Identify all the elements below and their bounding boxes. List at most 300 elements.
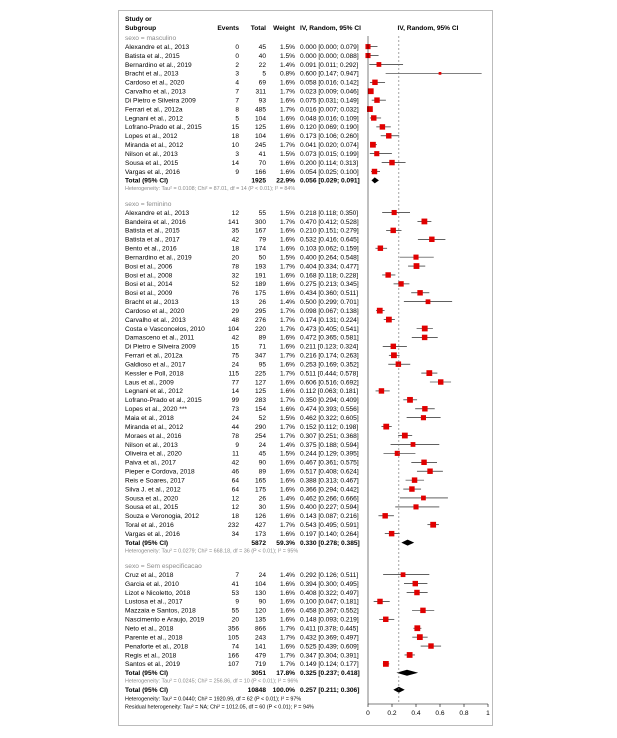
effect-marker <box>374 151 379 156</box>
study-total: 71 <box>258 343 266 351</box>
study-ci: 0.143 [0.087; 0.216] <box>300 513 359 521</box>
study-name: Carvalho et al., 2013 <box>125 316 186 324</box>
study-weight: 1.6% <box>279 361 295 369</box>
study-ci: 0.404 [0.334; 0.477] <box>300 263 359 271</box>
effect-marker <box>374 97 379 102</box>
study-ci: 0.210 [0.151; 0.279] <box>300 227 359 235</box>
study-weight: 1.6% <box>279 281 295 289</box>
effect-marker <box>370 142 376 148</box>
study-weight: 1.6% <box>279 477 295 485</box>
study-total: 70 <box>258 159 266 167</box>
study-ci: 0.432 [0.369; 0.497] <box>300 634 359 642</box>
study-ci: 0.000 [0.000; 0.088] <box>300 52 359 60</box>
study-events: 48 <box>231 316 239 324</box>
subgroup-total-ci: 0.056 [0.029; 0.091] <box>300 177 360 185</box>
study-name: Pieper e Cordova, 2018 <box>125 468 195 476</box>
study-name: Neto et al., 2018 <box>125 625 174 633</box>
study-total: 104 <box>254 115 266 123</box>
study-ci: 0.600 [0.147; 0.947] <box>300 70 359 78</box>
study-weight: 1.5% <box>279 150 295 158</box>
x-tick-label: 0.6 <box>435 710 445 717</box>
study-events: 29 <box>231 307 239 315</box>
study-name: Lizot e Nicoletto, 2018 <box>125 589 191 597</box>
study-weight: 1.6% <box>279 115 295 123</box>
study-total: 166 <box>254 168 266 176</box>
study-events: 20 <box>231 254 239 262</box>
study-name: Bandeira et al., 2016 <box>125 218 186 226</box>
effect-marker <box>422 219 428 225</box>
study-ci: 0.016 [0.007; 0.032] <box>300 106 359 114</box>
subgroup-total-label: Total (95% CI) <box>125 539 169 547</box>
study-ci: 0.474 [0.393; 0.556] <box>300 406 359 414</box>
study-total: 45 <box>258 43 266 51</box>
effect-marker <box>372 80 377 85</box>
study-total: 95 <box>258 361 266 369</box>
study-weight: 1.4% <box>279 441 295 449</box>
effect-marker <box>420 608 425 613</box>
study-events: 14 <box>231 388 239 396</box>
study-weight: 1.6% <box>279 607 295 615</box>
study-name: Lopes et al., 2012 <box>125 133 178 141</box>
study-events: 53 <box>231 589 239 597</box>
study-name: Legnani et al., 2012 <box>125 388 183 396</box>
subgroup-label: sexo = feminino <box>125 200 172 208</box>
study-ci: 0.197 [0.140; 0.264] <box>300 530 359 538</box>
study-weight: 1.5% <box>279 209 295 217</box>
study-total: 90 <box>258 459 266 467</box>
subgroup-diamond <box>371 177 378 183</box>
study-events: 20 <box>231 616 239 624</box>
study-name: Mazzaia e Santos, 2018 <box>125 607 196 615</box>
study-events: 13 <box>231 299 239 307</box>
study-ci: 0.168 [0.118; 0.228] <box>300 272 359 280</box>
effect-marker <box>386 133 391 138</box>
study-total: 225 <box>254 370 266 378</box>
effect-marker <box>414 263 420 269</box>
study-events: 99 <box>231 397 239 405</box>
study-ci: 0.400 [0.264; 0.548] <box>300 254 359 262</box>
study-name: Batista et al., 2015 <box>125 52 180 60</box>
effect-marker <box>401 572 406 577</box>
effect-marker <box>377 62 382 67</box>
effect-marker <box>389 531 394 536</box>
study-name: Damasceno et al., 2011 <box>125 334 195 342</box>
study-name: Bosi et al., 2008 <box>125 272 173 280</box>
study-name: Lopes et al., 2020 *** <box>125 406 187 414</box>
effect-marker <box>391 344 396 349</box>
study-total: 126 <box>254 513 266 521</box>
study-total: 175 <box>254 290 266 298</box>
study-weight: 1.6% <box>279 290 295 298</box>
effect-marker <box>422 335 427 340</box>
effect-marker <box>417 634 423 640</box>
study-events: 115 <box>228 370 239 378</box>
study-total: 243 <box>254 634 266 642</box>
study-weight: 1.6% <box>279 133 295 141</box>
study-total: 276 <box>254 316 266 324</box>
study-name: Carvalho et al., 2013 <box>125 88 186 96</box>
study-ci: 0.470 [0.412; 0.528] <box>300 218 359 226</box>
study-total: 40 <box>258 52 266 60</box>
study-events: 7 <box>235 571 239 579</box>
study-total: 175 <box>254 486 266 494</box>
subgroup-total-weight: 17.8% <box>276 670 295 678</box>
study-weight: 1.7% <box>279 325 295 333</box>
study-ci: 0.149 [0.124; 0.177] <box>300 661 359 669</box>
study-ci: 0.388 [0.313; 0.467] <box>300 477 359 485</box>
header-plot-effect: IV, Random, 95% CI <box>397 25 459 32</box>
study-weight: 0.8% <box>279 70 295 78</box>
study-weight: 1.7% <box>279 652 295 660</box>
study-name: Bracht et al., 2013 <box>125 299 179 307</box>
subgroup-heterogeneity: Heterogeneity: Tau² = 0.0245; Chi² = 256.86, df = 10 (P < 0.01); I² = 96% <box>125 678 299 685</box>
study-weight: 1.6% <box>279 379 295 387</box>
effect-marker <box>392 210 397 215</box>
study-name: Cardoso et al., 2020 <box>125 79 185 87</box>
study-weight: 1.6% <box>279 468 295 476</box>
study-name: Maia et al., 2018 <box>125 414 174 422</box>
study-name: Cruz et al., 2018 <box>125 571 174 579</box>
study-weight: 1.6% <box>279 334 295 342</box>
study-total: 90 <box>258 598 266 606</box>
study-total: 283 <box>254 397 266 405</box>
effect-marker <box>421 496 426 501</box>
study-events: 166 <box>227 652 239 660</box>
study-ci: 0.462 [0.266; 0.666] <box>300 495 359 503</box>
study-ci: 0.408 [0.322; 0.497] <box>300 589 359 597</box>
effect-marker <box>396 361 401 366</box>
study-ci: 0.511 [0.444; 0.578] <box>300 370 359 378</box>
subgroup-total-label: Total (95% CI) <box>125 177 169 185</box>
study-ci: 0.366 [0.294; 0.442] <box>300 486 359 494</box>
study-total: 347 <box>254 352 266 360</box>
study-weight: 1.5% <box>279 414 295 422</box>
study-name: Santos et al., 2019 <box>125 661 180 669</box>
study-events: 75 <box>231 352 239 360</box>
subgroup-total-n: 5872 <box>251 539 266 547</box>
study-events: 0 <box>235 43 239 51</box>
study-events: 5 <box>235 115 239 123</box>
study-name: Garcia et al., 2010 <box>125 580 179 588</box>
study-weight: 1.5% <box>279 254 295 262</box>
study-name: Bernardino et al., 2019 <box>125 61 192 69</box>
effect-marker <box>438 379 443 384</box>
overall-heterogeneity: Heterogeneity: Tau² = 0.0440; Chi² = 1920.99, df = 62 (P < 0.01); I² = 97% <box>125 696 302 703</box>
study-weight: 1.7% <box>279 423 295 431</box>
study-weight: 1.7% <box>279 370 295 378</box>
study-events: 77 <box>231 379 239 387</box>
study-weight: 1.4% <box>279 299 295 307</box>
study-weight: 1.5% <box>279 450 295 458</box>
study-name: Batista et al., 2015 <box>125 227 180 235</box>
study-ci: 0.075 [0.031; 0.149] <box>300 97 359 105</box>
study-weight: 1.6% <box>279 343 295 351</box>
effect-marker <box>390 228 395 233</box>
effect-marker <box>379 388 384 393</box>
study-name: Nilson et al., 2013 <box>125 441 178 449</box>
study-ci: 0.218 [0.118; 0.350] <box>300 209 359 217</box>
effect-marker <box>385 272 390 277</box>
study-total: 26 <box>258 495 266 503</box>
study-weight: 1.6% <box>279 97 295 105</box>
study-weight: 1.7% <box>279 307 295 315</box>
study-name: Ferrari et al., 2012a <box>125 106 183 114</box>
study-ci: 0.462 [0.322; 0.605] <box>300 414 359 422</box>
study-name: Parente et al., 2018 <box>125 634 183 642</box>
x-tick-label: 0 <box>366 710 370 717</box>
study-ci: 0.525 [0.439; 0.609] <box>300 643 359 651</box>
study-name: Nascimento e Araujo, 2019 <box>125 616 205 624</box>
subgroup-total-n: 1925 <box>251 177 266 185</box>
study-weight: 1.7% <box>279 218 295 226</box>
study-events: 18 <box>231 513 239 521</box>
study-total: 52 <box>258 414 266 422</box>
study-total: 24 <box>258 441 266 449</box>
study-ci: 0.173 [0.106; 0.260] <box>300 133 359 141</box>
study-ci: 0.000 [0.000; 0.079] <box>300 43 359 51</box>
study-name: Bosi et al., 2009 <box>125 290 173 298</box>
study-ci: 0.375 [0.188; 0.594] <box>300 441 359 449</box>
study-ci: 0.467 [0.361; 0.575] <box>300 459 359 467</box>
study-ci: 0.606 [0.516; 0.692] <box>300 379 359 387</box>
study-weight: 1.6% <box>279 236 295 244</box>
study-name: Regis et al., 2018 <box>125 652 177 660</box>
effect-marker <box>421 460 426 465</box>
study-ci: 0.275 [0.213; 0.345] <box>300 281 359 289</box>
study-total: 427 <box>254 522 266 530</box>
study-ci: 0.350 [0.294; 0.409] <box>300 397 359 405</box>
study-name: Silva J. et al., 2012 <box>125 486 181 494</box>
subgroup-diamond <box>401 540 414 546</box>
study-total: 104 <box>254 580 266 588</box>
study-events: 24 <box>231 414 239 422</box>
study-events: 9 <box>235 598 239 606</box>
effect-marker <box>414 625 420 631</box>
study-ci: 0.058 [0.016; 0.142] <box>300 79 359 87</box>
study-weight: 1.6% <box>279 589 295 597</box>
study-weight: 1.6% <box>279 580 295 588</box>
subgroup-total-n: 3051 <box>251 670 266 678</box>
study-total: 69 <box>258 79 266 87</box>
effect-marker <box>377 599 382 604</box>
effect-marker <box>412 477 417 482</box>
study-weight: 1.7% <box>279 634 295 642</box>
study-total: 45 <box>258 450 266 458</box>
study-weight: 1.6% <box>279 79 295 87</box>
study-weight: 1.4% <box>279 495 295 503</box>
study-total: 220 <box>254 325 266 333</box>
study-name: Bosi et al., 2014 <box>125 281 173 289</box>
study-ci: 0.120 [0.069; 0.190] <box>300 124 359 132</box>
study-events: 32 <box>231 272 239 280</box>
study-ci: 0.098 [0.067; 0.138] <box>300 307 359 315</box>
study-total: 311 <box>255 88 266 96</box>
study-total: 154 <box>254 406 266 414</box>
study-events: 46 <box>231 468 239 476</box>
study-weight: 1.7% <box>279 397 295 405</box>
study-ci: 0.400 [0.227; 0.594] <box>300 504 359 512</box>
study-total: 141 <box>254 643 266 651</box>
study-ci: 0.532 [0.416; 0.645] <box>300 236 359 244</box>
effect-marker <box>383 661 389 667</box>
study-weight: 1.5% <box>279 52 295 60</box>
study-events: 356 <box>227 625 239 633</box>
study-events: 35 <box>231 227 239 235</box>
subgroup-total-ci: 0.330 [0.278; 0.385] <box>300 539 360 547</box>
study-weight: 1.6% <box>279 272 295 280</box>
study-ci: 0.500 [0.299; 0.701] <box>300 299 359 307</box>
study-events: 18 <box>231 245 239 253</box>
header-weight: Weight <box>273 25 295 32</box>
effect-marker <box>426 370 432 376</box>
study-events: 3 <box>235 70 239 78</box>
study-ci: 0.411 [0.378; 0.445] <box>300 625 359 633</box>
study-total: 5 <box>262 70 266 78</box>
study-total: 125 <box>254 124 266 132</box>
study-events: 74 <box>231 643 239 651</box>
study-events: 11 <box>232 450 239 458</box>
study-total: 189 <box>254 281 266 289</box>
subgroup-total-weight: 59.3% <box>276 539 295 547</box>
study-events: 10 <box>231 142 239 150</box>
study-weight: 1.6% <box>279 124 295 132</box>
study-total: 300 <box>254 218 266 226</box>
study-name: Di Pietro e Silveira 2009 <box>125 343 196 351</box>
study-total: 479 <box>254 652 266 660</box>
study-events: 9 <box>235 168 239 176</box>
header-effect: IV, Random, 95% CI <box>300 25 361 32</box>
study-total: 290 <box>254 423 266 431</box>
study-weight: 1.7% <box>279 352 295 360</box>
study-ci: 0.543 [0.495; 0.591] <box>300 522 359 530</box>
header-events: Events <box>217 25 239 32</box>
subgroup-total-label: Total (95% CI) <box>125 670 169 678</box>
study-weight: 1.7% <box>279 661 295 669</box>
x-tick-label: 0.2 <box>387 710 397 717</box>
study-ci: 0.211 [0.123; 0.324] <box>300 343 359 351</box>
effect-marker <box>407 652 413 658</box>
study-ci: 0.073 [0.015; 0.199] <box>300 150 359 158</box>
x-tick-label: 0.8 <box>459 710 469 717</box>
effect-marker <box>380 124 385 129</box>
study-weight: 1.6% <box>279 486 295 494</box>
study-total: 295 <box>254 307 266 315</box>
study-weight: 1.7% <box>279 106 295 114</box>
overall-total-weight: 100.0% <box>272 687 295 694</box>
header-study: Study or <box>125 16 152 23</box>
effect-marker <box>421 415 426 420</box>
study-events: 18 <box>231 133 239 141</box>
study-ci: 0.347 [0.304; 0.391] <box>300 652 359 660</box>
study-total: 30 <box>258 504 266 512</box>
study-events: 4 <box>235 79 239 87</box>
study-total: 254 <box>254 432 266 440</box>
study-events: 78 <box>231 432 239 440</box>
study-ci: 0.112 [0.063; 0.181] <box>300 388 359 396</box>
study-events: 55 <box>231 607 239 615</box>
study-total: 165 <box>254 477 266 485</box>
study-name: Paiva et al., 2017 <box>125 459 176 467</box>
study-events: 12 <box>231 209 239 217</box>
study-ci: 0.152 [0.112; 0.198] <box>300 423 359 431</box>
study-total: 167 <box>254 227 266 235</box>
study-weight: 1.6% <box>279 643 295 651</box>
study-weight: 1.6% <box>279 598 295 606</box>
study-total: 193 <box>254 263 266 271</box>
study-ci: 0.434 [0.360; 0.511] <box>300 290 359 298</box>
study-name: Lofrano-Prado et al., 2015 <box>125 124 202 132</box>
study-events: 42 <box>231 334 239 342</box>
overall-total-n: 10848 <box>247 687 266 694</box>
study-total: 26 <box>258 299 266 307</box>
study-events: 8 <box>235 106 239 114</box>
study-ci: 0.048 [0.016; 0.109] <box>300 115 359 123</box>
effect-marker <box>386 317 392 323</box>
study-total: 104 <box>254 133 266 141</box>
overall-total-ci: 0.257 [0.211; 0.306] <box>300 687 360 694</box>
study-events: 64 <box>231 477 239 485</box>
study-weight: 1.6% <box>279 245 295 253</box>
study-events: 104 <box>227 325 239 333</box>
study-events: 12 <box>231 495 239 503</box>
effect-marker <box>422 326 428 332</box>
x-tick-label: 0.4 <box>411 710 421 717</box>
study-name: Bento et al., 2016 <box>125 245 177 253</box>
subgroup-heterogeneity: Heterogeneity: Tau² = 0.0108; Chi² = 87.01, df = 14 (P < 0.01); I² = 84% <box>125 186 296 193</box>
effect-marker <box>417 290 422 295</box>
effect-marker <box>378 245 383 250</box>
study-weight: 1.7% <box>279 142 295 150</box>
study-ci: 0.148 [0.093; 0.219] <box>300 616 359 624</box>
study-events: 15 <box>231 124 239 132</box>
study-events: 12 <box>231 504 239 512</box>
study-ci: 0.091 [0.011; 0.292] <box>300 61 359 69</box>
overall-total-label: Total (95% CI) <box>125 687 169 694</box>
effect-marker <box>426 299 431 304</box>
study-name: Souza e Veronogia, 2012 <box>125 513 200 521</box>
study-events: 24 <box>231 361 239 369</box>
study-events: 0 <box>235 52 239 60</box>
study-total: 89 <box>258 468 266 476</box>
study-ci: 0.394 [0.300; 0.495] <box>300 580 359 588</box>
study-events: 3 <box>235 150 239 158</box>
study-total: 135 <box>254 616 266 624</box>
study-name: Bosi et al., 2006 <box>125 263 173 271</box>
study-ci: 0.216 [0.174; 0.263] <box>300 352 359 360</box>
effect-marker <box>402 433 408 439</box>
study-events: 78 <box>231 263 239 271</box>
study-weight: 1.6% <box>279 530 295 538</box>
effect-marker <box>428 643 433 648</box>
study-weight: 1.7% <box>279 522 295 530</box>
study-total: 22 <box>258 61 266 69</box>
study-name: Legnani et al., 2012 <box>125 115 183 123</box>
study-total: 93 <box>258 97 266 105</box>
header-subgroup: Subgroup <box>125 25 157 32</box>
study-total: 127 <box>254 379 266 387</box>
study-total: 719 <box>254 661 266 669</box>
study-name: Lofrano-Prado et al., 2015 <box>125 397 202 405</box>
study-events: 41 <box>231 580 239 588</box>
subgroup-label: sexo = masculino <box>125 35 177 42</box>
study-name: Vargas et al., 2016 <box>125 168 180 176</box>
study-name: Laus et al., 2009 <box>125 379 174 387</box>
effect-marker <box>439 72 442 75</box>
study-events: 14 <box>231 159 239 167</box>
study-events: 15 <box>231 343 239 351</box>
study-events: 141 <box>227 218 239 226</box>
study-weight: 1.7% <box>279 316 295 324</box>
